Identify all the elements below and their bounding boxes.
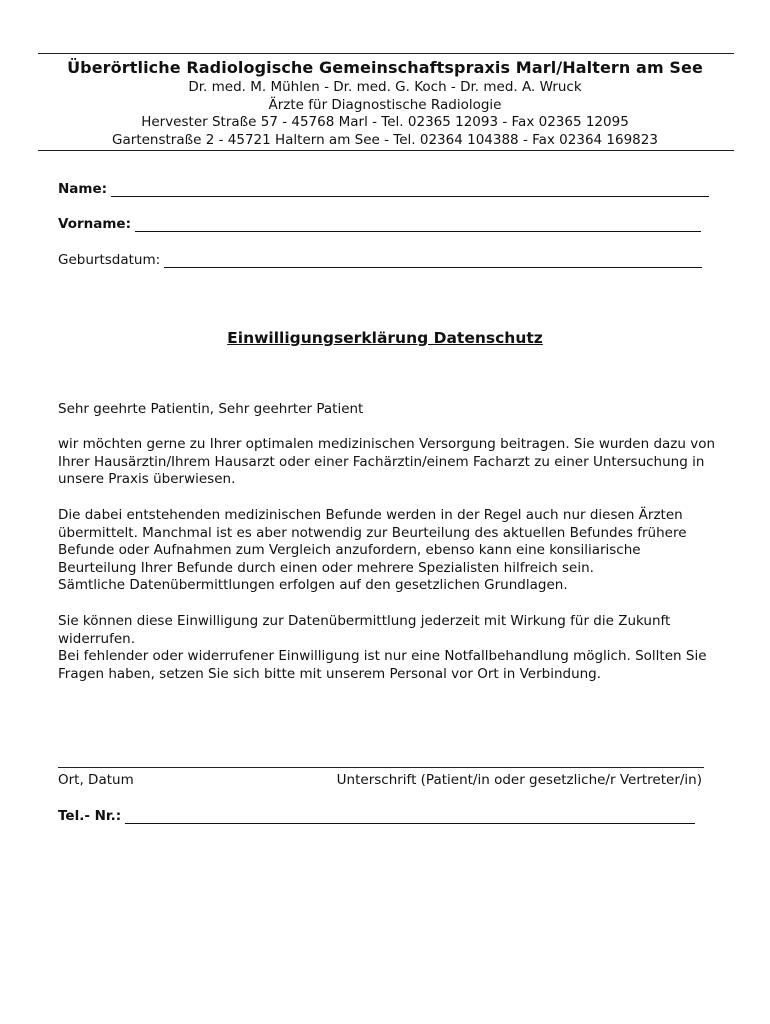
vorname-field — [58, 216, 701, 232]
paragraph-2 — [58, 507, 718, 595]
tel-field — [58, 808, 695, 824]
doctors-line: Dr. med. M. Mühlen - Dr. med. G. Koch - Dr. med. A. Wruck — [188, 79, 582, 95]
tel-input-line[interactable] — [125, 811, 695, 824]
salutation — [58, 401, 718, 419]
paragraph-2b-text: Sämtliche Datenübermittlungen erfolgen auf den gesetzlichen Grundlagen. — [58, 577, 568, 593]
letterhead — [40, 57, 730, 149]
name-input-line[interactable] — [111, 184, 709, 197]
address-haltern: Gartenstraße 2 - 45721 Haltern am See - Tel. 02364 104388 - Fax 02364 169823 — [112, 131, 658, 148]
signature-label: Unterschrift (Patient/in oder gesetzliche/r Vertreter/in) — [336, 772, 702, 788]
name-label: Name: — [58, 181, 108, 197]
document-heading: Einwilligungserklärung Datenschutz — [227, 329, 543, 347]
tel-label: Tel.- Nr.: — [58, 808, 122, 824]
signature-line[interactable] — [58, 767, 704, 768]
paragraph-3 — [58, 613, 718, 683]
geburtsdatum-input-line[interactable] — [164, 255, 702, 268]
place-date-label: Ort, Datum — [58, 772, 134, 788]
header-bottom-rule — [38, 150, 734, 151]
geburtsdatum-field — [58, 252, 702, 268]
vorname-label: Vorname: — [58, 216, 131, 232]
paragraph-1-text: wir möchten gerne zu Ihrer optimalen medizinischen Versorgung beitragen. Sie wurden dazu von Ihrer Hausärztin/Ihrem Hausarzt oder einer Fachärztin/einem Facharzt zu einer Untersuchung in unsere Praxis überwiesen. — [58, 436, 716, 487]
paragraph-3b-text: Bei fehlender oder widerrufener Einwilligung ist nur eine Notfallbehandlung möglich. Sollten Sie Fragen haben, setzen Sie sich bitte mit unserem Personal vor Ort in Verbindung. — [58, 648, 707, 682]
header-top-rule — [38, 53, 734, 54]
paragraph-3-text: Sie können diese Einwilligung zur Datenübermittlung jederzeit mit Wirkung für die Zukunft widerrufen. — [58, 613, 671, 647]
specialty-line: Ärzte für Diagnostische Radiologie — [268, 96, 502, 113]
salutation-text: Sehr geehrte Patientin, Sehr geehrter Patient — [58, 401, 364, 417]
paragraph-2-text: Die dabei entstehenden medizinischen Befunde werden in der Regel auch nur diesen Ärzten übermittelt. Manchmal ist es aber notwendig zur Beurteilung des aktuellen Befundes frühere Befunde oder Aufnahmen zum Vergleich anzufordern, ebenso kann eine konsiliarische Beurteilung Ihrer Befunde durch einen oder mehrere Spezialisten hilfreich sein. — [58, 507, 687, 576]
address-marl: Hervester Straße 57 - 45768 Marl - Tel. 02365 12093 - Fax 02365 12095 — [141, 114, 629, 130]
vorname-input-line[interactable] — [135, 219, 701, 232]
paragraph-1 — [58, 436, 718, 489]
name-field — [58, 181, 709, 197]
practice-name: Überörtliche Radiologische Gemeinschaftspraxis Marl/Haltern am See — [67, 58, 703, 77]
geburtsdatum-label: Geburtsdatum: — [58, 252, 161, 268]
